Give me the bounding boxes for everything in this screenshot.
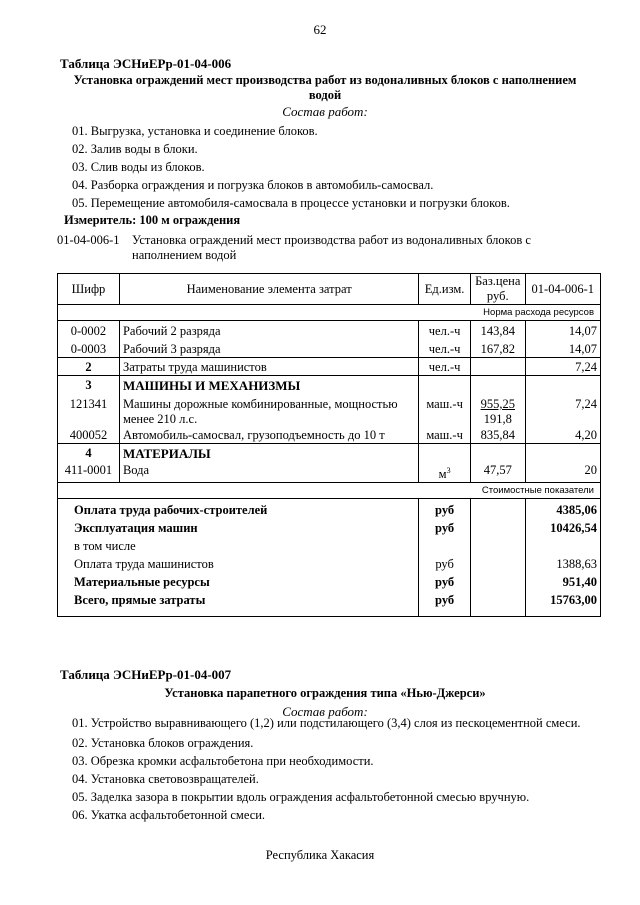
cost-label: Стоимостные показатели	[58, 483, 601, 499]
total-value: 4385,06	[525, 499, 600, 519]
page-number: 62	[313, 22, 327, 37]
total-unit: руб	[419, 572, 471, 590]
total-unit: руб	[419, 518, 471, 536]
page-footer: Республика Хакасия	[265, 848, 375, 862]
table-name: Таблица ЭСНиЕРр-01-04-006	[60, 56, 232, 71]
measure-unit: Измеритель: 100 м ограждения	[64, 213, 241, 227]
composition-label: Состав работ:	[282, 104, 368, 119]
table-row	[58, 461, 601, 483]
empty-cell	[470, 572, 525, 590]
total-name: в том числе	[58, 536, 419, 554]
position-code: 01-04-006-1	[57, 233, 120, 247]
row-price: 835,84	[470, 427, 525, 444]
row-code: 400052	[58, 427, 120, 444]
section-row	[58, 444, 601, 462]
table-row	[58, 427, 601, 444]
total-value: 15763,00	[525, 590, 600, 617]
row-value: 7,24	[525, 393, 600, 427]
empty-cell	[470, 376, 525, 394]
row-name: Затраты труда машинистов	[119, 358, 418, 376]
table-title-2: Установка парапетного ограждения типа «Нью-Джерси»	[164, 686, 486, 700]
row-code: 2	[58, 358, 120, 376]
row-code: 0-0002	[58, 321, 120, 340]
work-item: 04. Установка световозвращателей.	[72, 772, 259, 786]
table-row	[58, 321, 601, 340]
table-row	[58, 358, 601, 376]
norm-label-row	[58, 305, 601, 321]
work-item: 06. Укатка асфальтобетонной смеси.	[72, 808, 266, 822]
total-unit: руб	[419, 590, 471, 617]
total-value: 10426,54	[525, 518, 600, 536]
section-row	[58, 376, 601, 394]
section-name: МАТЕРИАЛЫ	[119, 444, 418, 462]
work-item: 03. Обрезка кромки асфальтобетона при необходимости.	[72, 754, 374, 768]
table-header-row	[58, 274, 601, 305]
empty-cell	[470, 590, 525, 617]
work-item: 02. Залив воды в блоки.	[72, 142, 198, 156]
total-value: 1388,63	[525, 554, 600, 572]
row-price	[470, 393, 525, 427]
row-unit: маш.-ч	[419, 427, 471, 444]
empty-cell	[470, 444, 525, 462]
row-code: 121341	[58, 393, 120, 427]
total-name: Материальные ресурсы	[58, 572, 419, 590]
position-text: Установка ограждений мест производства работ из водоналивных блоков с наполнением водой	[132, 233, 531, 262]
empty-cell	[419, 444, 471, 462]
total-name: Оплата труда машинистов	[58, 554, 419, 572]
row-name: Машины дорожные комбинированные, мощностью менее 210 л.с.	[119, 393, 418, 427]
row-unit	[419, 461, 471, 483]
row-price: 47,57	[470, 461, 525, 483]
empty-cell	[470, 518, 525, 536]
empty-cell	[419, 376, 471, 394]
empty-cell	[419, 536, 471, 554]
work-item: 01. Выгрузка, установка и соединение блоков.	[72, 124, 318, 138]
empty-cell	[525, 376, 600, 394]
total-name: Оплата труда рабочих-строителей	[58, 499, 419, 519]
table-title: Установка ограждений мест производства работ из водоналивных блоков с наполнением водой	[73, 73, 577, 102]
total-unit: руб	[419, 499, 471, 519]
total-row	[58, 518, 601, 536]
cost-label-row	[58, 483, 601, 499]
row-value: 14,07	[525, 339, 600, 358]
empty-cell	[470, 536, 525, 554]
norm-label: Норма расхода ресурсов	[58, 305, 601, 321]
empty-cell	[525, 444, 600, 462]
total-row	[58, 590, 601, 617]
total-row	[58, 499, 601, 519]
total-row	[58, 536, 601, 554]
header-code: Шифр	[58, 274, 120, 305]
unit-superscript: 3	[446, 466, 451, 475]
row-name: Рабочий 3 разряда	[119, 339, 418, 358]
row-value: 14,07	[525, 321, 600, 340]
work-item: 05. Заделка зазора в покрытии вдоль ограждения асфальтобетонной смесью вручную.	[72, 790, 530, 804]
header-price: Баз.цена руб.	[470, 274, 525, 305]
work-item: 04. Разборка ограждения и погрузка блоков в автомобиль-самосвал.	[72, 178, 434, 192]
total-value: 951,40	[525, 572, 600, 590]
total-row	[58, 572, 601, 590]
resource-table	[57, 273, 601, 617]
work-item: 03. Слив воды из блоков.	[72, 160, 205, 174]
row-unit: маш.-ч	[419, 393, 471, 427]
section-code: 4	[58, 444, 120, 462]
total-name: Всего, прямые затраты	[58, 590, 419, 617]
row-value: 20	[525, 461, 600, 483]
table-name-2: Таблица ЭСНиЕРр-01-04-007	[60, 667, 232, 682]
row-price: 143,84	[470, 321, 525, 340]
section-name: МАШИНЫ И МЕХАНИЗМЫ	[119, 376, 418, 394]
row-price: 167,82	[470, 339, 525, 358]
row-unit: чел.-ч	[419, 358, 471, 376]
total-name: Эксплуатация машин	[58, 518, 419, 536]
price-operator: 191,8	[483, 412, 512, 426]
total-row	[58, 554, 601, 572]
composition-label-2: Состав работ:	[282, 704, 368, 719]
row-value: 7,24	[525, 358, 600, 376]
work-item: 05. Перемещение автомобиля-самосвала в процессе установки и погрузки блоков.	[72, 196, 510, 210]
row-name: Автомобиль-самосвал, грузоподъемность до 10 т	[119, 427, 418, 444]
header-name: Наименование элемента затрат	[119, 274, 418, 305]
empty-cell	[470, 554, 525, 572]
table-row	[58, 393, 601, 427]
row-name: Вода	[119, 461, 418, 483]
unit-text: м	[438, 467, 447, 482]
row-unit: чел.-ч	[419, 321, 471, 340]
empty-cell	[470, 358, 525, 376]
work-item: 02. Установка блоков ограждения.	[72, 736, 254, 750]
row-code: 0-0003	[58, 339, 120, 358]
table-row	[58, 339, 601, 358]
row-code: 411-0001	[58, 461, 120, 483]
empty-cell	[470, 499, 525, 519]
row-name: Рабочий 2 разряда	[119, 321, 418, 340]
work-item: 01. Устройство выравнивающего (1,2) или подстилающего (3,4) слоя из пескоцементной смеси.	[72, 716, 581, 730]
section-code: 3	[58, 376, 120, 394]
total-unit: руб	[419, 554, 471, 572]
row-unit: чел.-ч	[419, 339, 471, 358]
header-norm: 01-04-006-1	[525, 274, 600, 305]
header-unit: Ед.изм.	[419, 274, 471, 305]
row-value: 4,20	[525, 427, 600, 444]
price-machine: 955,25	[480, 397, 515, 411]
empty-cell	[525, 536, 600, 554]
